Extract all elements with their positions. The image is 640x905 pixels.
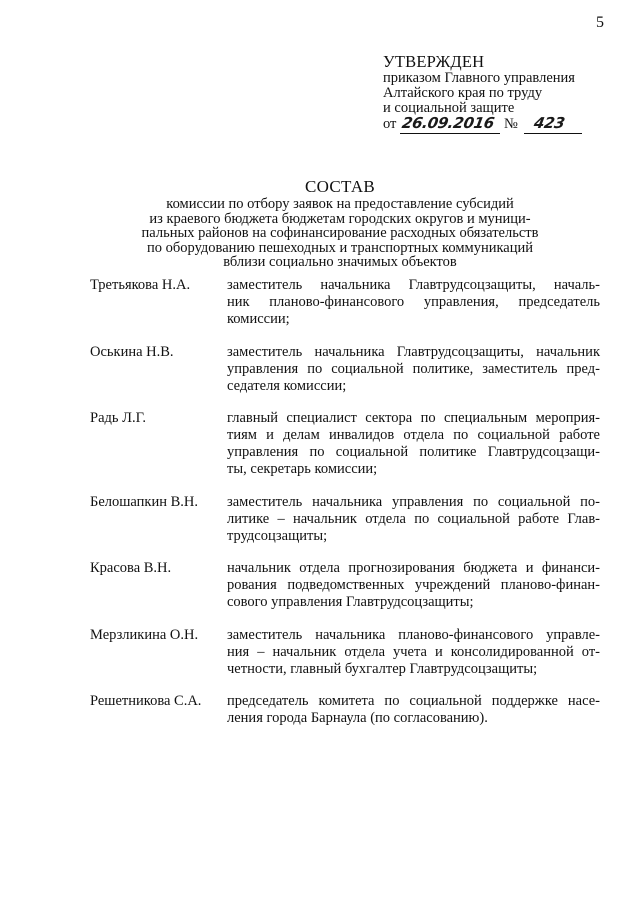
role-line: ления города Барнаула (по согласованию). [227, 710, 488, 726]
handwritten-number: 423 [532, 114, 566, 132]
approval-line: и социальной защите [383, 100, 515, 116]
member-role [227, 560, 600, 611]
date-prefix: от [383, 116, 397, 132]
role-line: комиссии; [227, 311, 290, 327]
role-line: седателя комиссии; [227, 377, 347, 394]
role-line: главный специалист сектора по специальным мероприя- [227, 410, 600, 426]
subtitle-line: вблизи социально значимых объектов [223, 254, 457, 270]
approval-line: Алтайского края по труду [383, 85, 543, 101]
member-row [90, 344, 600, 395]
member-row [90, 277, 600, 328]
approval-line: приказом Главного управления [383, 70, 575, 86]
member-role [227, 410, 600, 478]
role-line: заместитель начальника управления по социальной по- [227, 493, 600, 510]
subtitle-line: комиссии по отбору заявок на предоставление субсидий [166, 196, 514, 212]
role-line: председатель комитета по социальной поддержке насе- [227, 693, 600, 709]
approval-title: УТВЕРЖДЕН [383, 52, 485, 71]
member-role [227, 693, 600, 727]
date-field [400, 116, 500, 134]
role-line: литике – начальник отдела по социальной работе Глав- [227, 510, 600, 527]
member-role [227, 627, 600, 678]
role-line: рования подведомственных учреждений планово-финан- [227, 577, 600, 593]
role-line: ния – начальник отдела учета и консолидированной от- [227, 643, 600, 660]
member-row [90, 494, 600, 545]
approval-date-number-line [383, 116, 623, 136]
role-line: заместитель начальника Главтрудсоцзащиты, начальник [227, 343, 600, 360]
role-line: трудсоцзащиты; [227, 527, 328, 544]
member-name: Третьякова Н.А. [90, 277, 191, 293]
member-role [227, 344, 600, 395]
role-line: начальник отдела прогнозирования бюджета и финанси- [227, 560, 600, 576]
role-line: заместитель начальника Главтрудсоцзащиты, началь- [227, 277, 600, 293]
member-name: Решетникова С.А. [90, 693, 202, 709]
member-row [90, 560, 600, 611]
commission-members-list [90, 277, 600, 743]
role-line: управления по социальной политике Главтрудсоцзащи- [227, 444, 600, 460]
role-line: четности, главный бухгалтер Главтрудсоцзащиты; [227, 660, 538, 677]
member-name: Радь Л.Г. [90, 410, 146, 426]
member-name: Красова В.Н. [90, 560, 172, 576]
role-line: ты, секретарь комиссии; [227, 461, 378, 477]
member-name: Мерзликина О.Н. [90, 626, 199, 643]
document-heading [90, 177, 590, 270]
member-name: Оськина Н.В. [90, 343, 174, 360]
number-prefix: № [504, 116, 518, 132]
subtitle-line: пальных районов на софинансирование расходных обязательств [141, 225, 539, 241]
member-role [227, 494, 600, 545]
role-line: управления по социальной политике, заместитель пред- [227, 360, 600, 377]
member-row [90, 693, 600, 727]
role-line: тиям и делам инвалидов отдела по социальной работе [227, 427, 600, 443]
approval-stamp [383, 52, 623, 136]
member-role [227, 277, 600, 328]
member-row [90, 410, 600, 478]
page-number: 5 [596, 14, 604, 31]
member-row [90, 627, 600, 678]
document-title: СОСТАВ [304, 177, 376, 196]
subtitle-line: по оборудованию пешеходных и транспортных коммуникаций [147, 239, 533, 256]
handwritten-date: 26.09.2016 [400, 114, 496, 132]
member-name: Белошапкин В.Н. [90, 493, 198, 510]
role-line: заместитель начальника планово-финансового управле- [227, 626, 600, 643]
role-line: ник планово-финансового управления, председатель [227, 294, 600, 310]
role-line: сового управления Главтрудсоцзащиты; [227, 594, 474, 610]
subtitle-line: из краевого бюджета бюджетам городских округов и муници- [149, 210, 531, 227]
number-field [524, 116, 582, 134]
